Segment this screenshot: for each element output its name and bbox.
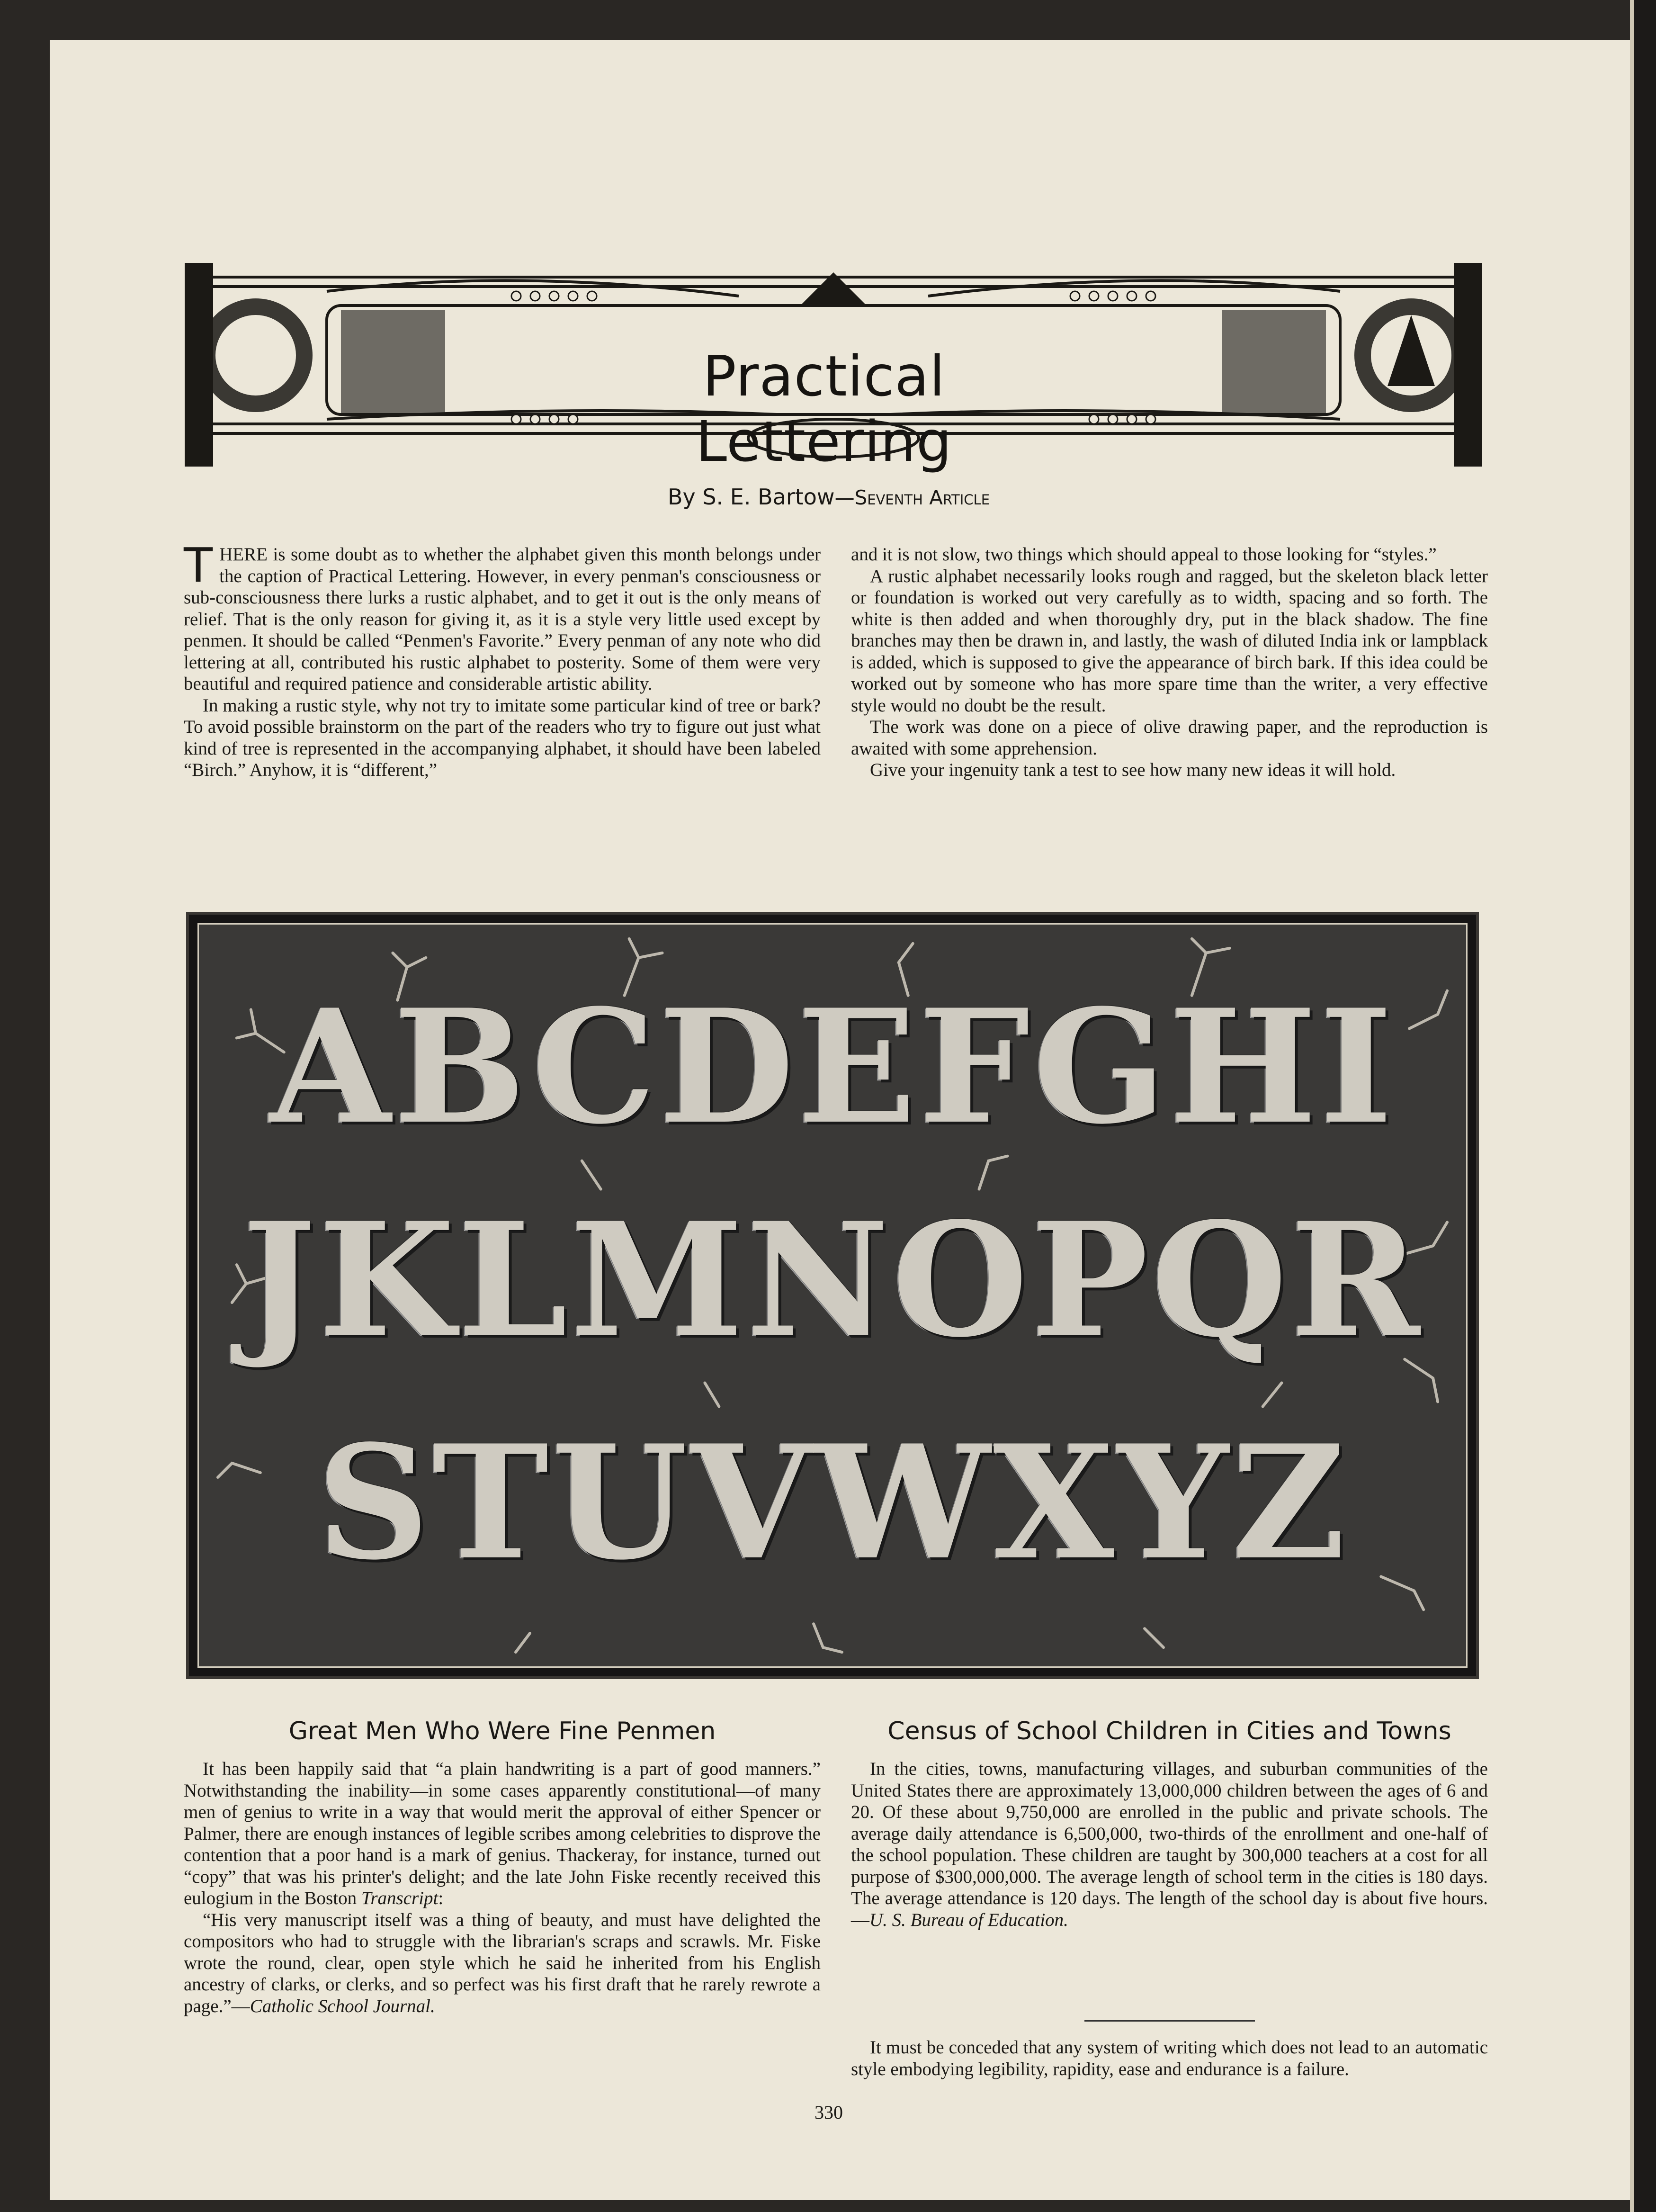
- transcript-title: Transcript: [361, 1888, 439, 1908]
- alphabet-row-s-to-z: STUVWXYZ: [316, 1411, 1349, 1594]
- byline-series: —Seventh Article: [834, 486, 990, 509]
- census-paragraph-text: In the cities, towns, manufacturing villages, and suburban communities of the United States there are approximately 13,000,000 children between the ages of 6 and 20. Of these about 9,750,000 are enrolled in the public and private schools. The average daily attendance is 6,500,000, two-thirds of the enrollment and one-half of the school population. These children are taught by 300,000 teachers at a cost for all purpose of $300,000,000. The average length of school term in the cities is 180 days. The average attendance is 120 days. The length of the school day is about five hours.—: [851, 1759, 1488, 1930]
- article-paragraph: A rustic alphabet necessarily looks rough and ragged, but the skeleton black letter or foundation is worked out very carefully as to width, spacing and so forth. The white is then added and when thoroughly dry, put in the black shadow. The fine branches may then be drawn in, and lastly, the wash of diluted India ink or lampblack is added, which is supposed to give the appearance of birch bark. If this idea could be worked out by someone who has more spare time than the writer, a very effective style would no doubt be the result.: [851, 566, 1488, 716]
- article-column-right: [851, 544, 1488, 781]
- plate-frame: [197, 923, 1468, 1668]
- alphabet-row-a-to-i: ABCDEFGHI: [269, 975, 1396, 1159]
- article-paragraph: Give your ingenuity tank a test to see how many new ideas it will hold.: [870, 760, 1396, 780]
- penmen-article: [184, 1758, 821, 2017]
- census-article: [851, 1758, 1488, 1931]
- byline: [426, 484, 1231, 510]
- rustic-alphabet-plate: [186, 912, 1479, 1679]
- writing-note: [851, 2037, 1488, 2080]
- article-paragraph: In making a rustic style, why not try to imitate some particular kind of tree or bark? To avoid possible brainstorm on the part of the readers who try to figure out just what kind of tree is represented in the accompanying alphabet, it should have been labeled “Birch.” Anyhow, it is “different,”: [184, 695, 821, 780]
- quote-source: Catholic School Journal.: [250, 1996, 435, 2016]
- penmen-heading: Great Men Who Were Fine Penmen: [288, 1717, 716, 1745]
- byline-author: By S. E. Bartow: [667, 484, 835, 510]
- article-paragraph: and it is not slow, two things which should appeal to those looking for “styles.”: [851, 544, 1437, 565]
- census-heading: Census of School Children in Cities and Towns: [887, 1717, 1451, 1745]
- page-title: Practical Lettering: [696, 343, 952, 474]
- census-source: U. S. Bureau of Education.: [869, 1909, 1068, 1930]
- page-number: 330: [815, 2102, 843, 2123]
- census-paragraph: [851, 1758, 1488, 1931]
- penmen-quote: [184, 1909, 821, 2017]
- section-divider: [1084, 2020, 1255, 2022]
- book-spine: [1634, 0, 1656, 2212]
- penmen-paragraph: [184, 1758, 821, 1909]
- article-paragraph: The work was done on a piece of olive drawing paper, and the reproduction is awaited with some apprehension.: [851, 717, 1488, 759]
- penmen-paragraph-punct: :: [438, 1888, 444, 1908]
- article-paragraph-text: HERE is some doubt as to whether the alphabet given this month belongs under the caption of Practical Lettering. However, in every penman's consciousness or sub-consciousness there lurks a rustic alphabet, and to get it out is the only means of relief. That is the only reason for giving it, as it is a style very little used except by penmen. It should be called “Penmen's Favorite.” Every penman of any note who did lettering at all, contributed his rustic alphabet to posterity. Some of them were very beautiful and required patience and considerable artistic ability.: [184, 544, 821, 694]
- page-edge: [1630, 0, 1634, 2212]
- alphabet-row-j-to-r: JKLMNOPQR: [242, 1188, 1423, 1372]
- article-column-left: [184, 538, 821, 781]
- penmen-paragraph-text: It has been happily said that “a plain handwriting is a part of good manners.” Notwithstanding the inability—in some cases apparently constitutional—of many men of genius to write in a way that would merit the approval of either Spencer or Palmer, there are enough instances of legible scribes among celebrities to disprove the contention that a poor hand is a mark of genius. Thackeray, for instance, turned out “copy” that was his printer's delight; and the late John Fiske recently received this eulogium in the Boston: [184, 1759, 821, 1908]
- article-paragraph: [184, 538, 821, 695]
- drop-cap: T: [184, 538, 213, 593]
- penmen-quote-text: “His very manuscript itself was a thing of beauty, and must have delighted the compositors who had to struggle with the librarian's scraps and scrawls. Mr. Fiske wrote the round, clear, open style which he said he inherited from his English ancestry of clarks, or clerks, and so perfect was his first draft that he rarely rewrote a page.”—: [184, 1909, 821, 2016]
- writing-note-paragraph: It must be conceded that any system of writing which does not lead to an automatic style embodying legibility, rapidity, ease and endurance is a failure.: [851, 2037, 1488, 2079]
